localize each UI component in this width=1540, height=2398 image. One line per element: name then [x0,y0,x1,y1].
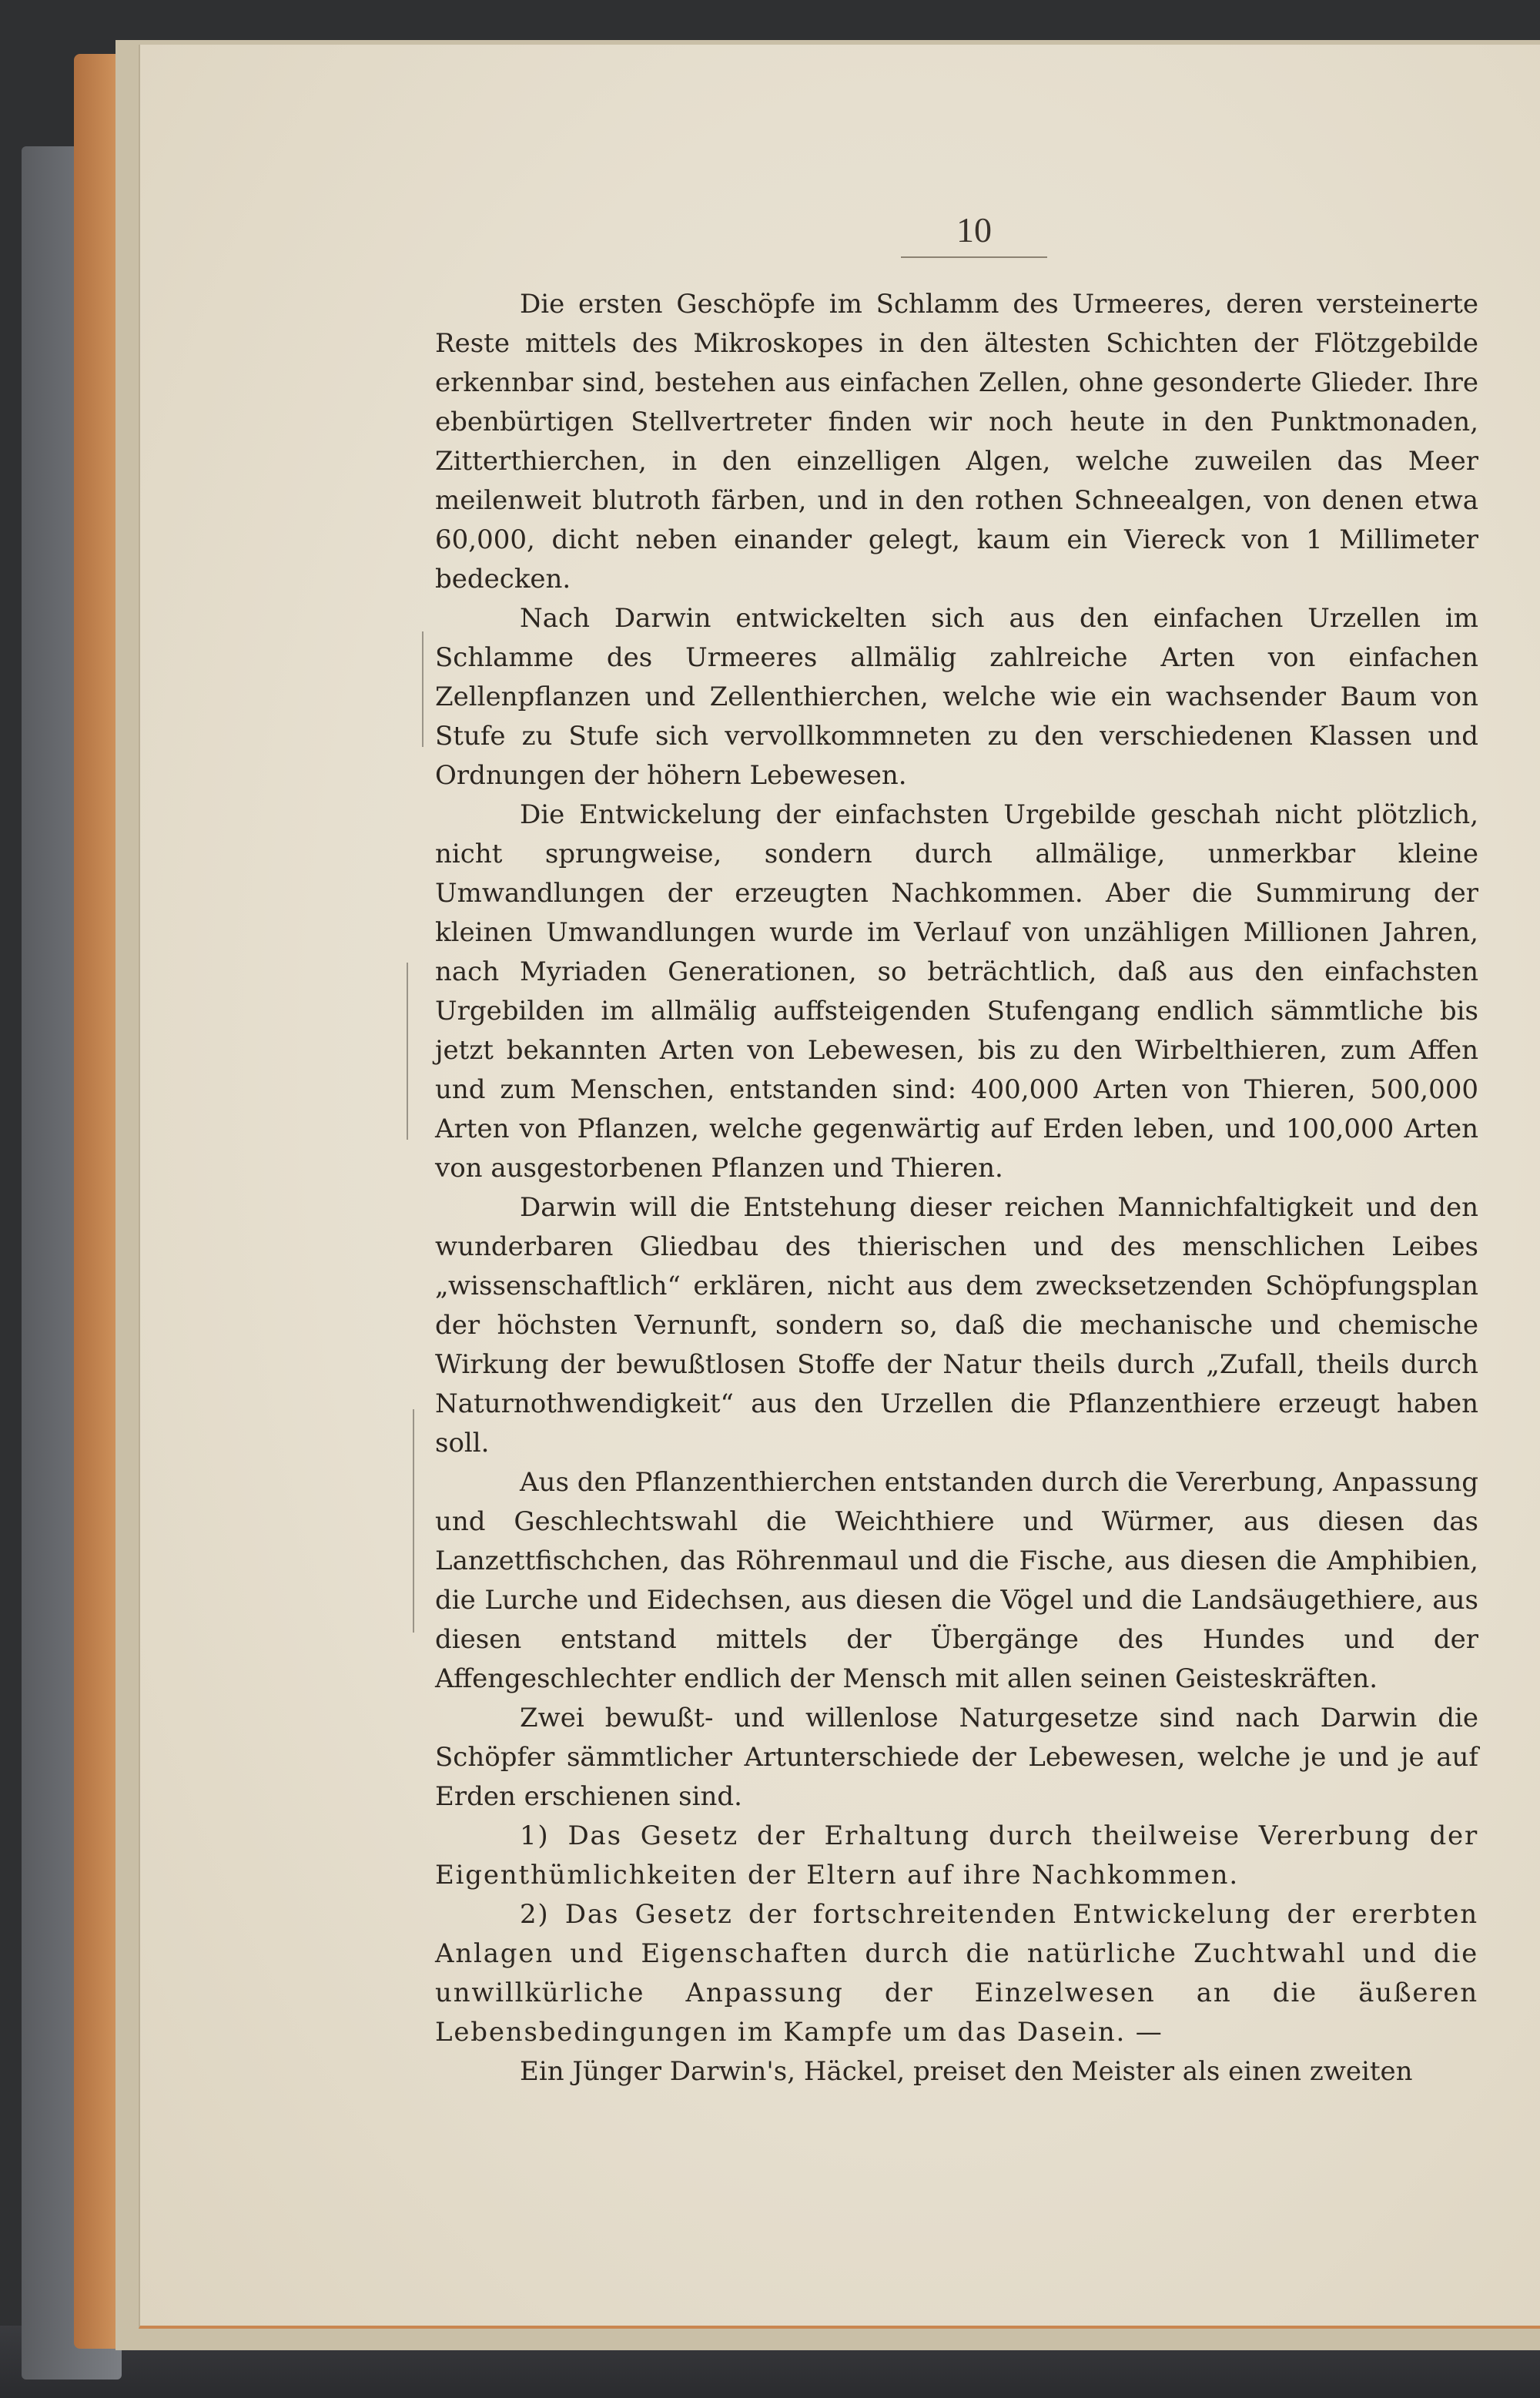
page-number: 10 [956,210,992,250]
header-rule [901,256,1047,258]
paragraph: Aus den Pflanzenthierchen entstanden durch die Vererbung, Anpassung und Geschlechtswahl die Weichthiere und Würmer, aus diesen das Lanzettfischchen, das Röhrenmaul und die Fische, aus diesen die Amphibien, die Lurche und Eidechsen, aus diesen die Vögel und die Landsäugethiere, aus diesen entstand mittels der Übergänge des Hundes und der Affengeschlechter endlich der Mensch mit allen seinen Geisteskräften. [435,1467,1478,1694]
body-text [435,285,1478,2092]
page-header [901,209,1047,258]
law-item: 1) Das Gesetz der Erhaltung durch theilweise Vererbung der Eigenthümlichkeiten der Eltern auf ihre Nachkommen. [435,1820,1478,1891]
margin-pencil-mark [407,963,408,1140]
paragraph: Zwei bewußt- und willenlose Naturgesetze sind nach Darwin die Schöpfer sämmtlicher Artunterschiede der Lebewesen, welche je und je auf Erden erschienen sind. [435,1703,1478,1812]
margin-pencil-mark [413,1409,414,1633]
paragraph: Darwin will die Entstehung dieser reichen Mannichfaltigkeit und den wunderbaren Gliedbau des thierischen und des menschlichen Leibes „wissenschaftlich“ erklären, nicht aus dem zwecksetzenden Schöpfungsplan der höchsten Vernunft, sondern so, daß die mechanische und chemische Wirkung der bewußtlosen Stoffe der Natur theils durch „Zufall, theils durch Naturnothwendigkeit“ aus den Urzellen die Pflanzenthiere erzeugt haben soll. [435,1192,1478,1459]
margin-pencil-mark [422,631,424,747]
paragraph: Die Entwickelung der einfachsten Urgebilde geschah nicht plötzlich, nicht sprungweise, sondern durch allmälige, unmerkbar kleine Umwandlungen der erzeugten Nachkommen. Aber die Summirung der kleinen Umwandlungen wurde im Verlauf von unzähligen Millionen Jahren, nach Myriaden Generationen, so beträchtlich, daß aus den einfachsten Urgebilden im allmälig auffsteigenden Stufengang endlich sämmtliche bis jetzt bekannten Arten von Lebewesen, bis zu den Wirbelthieren, zum Affen und zum Menschen, entstanden sind: 400,000 Arten von Thieren, 500,000 Arten von Pflanzen, welche gegenwärtig auf Erden leben, und 100,000 Arten von ausgestorbenen Pflanzen und Thieren. [435,799,1478,1184]
paragraph: Nach Darwin entwickelten sich aus den einfachen Urzellen im Schlamme des Urmeeres allmälig zahlreiche Arten von einfachen Zellenpflanzen und Zellenthierchen, welche wie ein wachsender Baum von Stufe zu Stufe sich vervollkommneten zu den verschiedenen Klassen und Ordnungen der höhern Lebewesen. [435,603,1478,791]
paragraph: Die ersten Geschöpfe im Schlamm des Urmeeres, deren versteinerte Reste mittels des Mikroskopes in den ältesten Schichten der Flötzgebilde erkennbar sind, bestehen aus einfachen Zellen, ohne gesonderte Glieder. Ihre ebenbürtigen Stellvertreter finden wir noch heute in den Punktmonaden, Zitterthierchen, in den einzelligen Algen, welche zuweilen das Meer meilenweit blutroth färben, und in den rothen Schneealgen, von denen etwa 60,000, dicht neben einander gelegt, kaum ein Viereck von 1 Millimeter bedecken. [435,289,1478,594]
law-item: 2) Das Gesetz der fortschreitenden Entwickelung der ererbten Anlagen und Eigenschaften durch die natürliche Zuchtwahl und die unwillkürliche Anpassung der Einzelwesen an die äußeren Lebensbedingungen im Kampfe um das Dasein. — [435,1899,1478,2048]
paragraph: Ein Jünger Darwin's, Häckel, preiset den Meister als einen zweiten [520,2056,1413,2087]
